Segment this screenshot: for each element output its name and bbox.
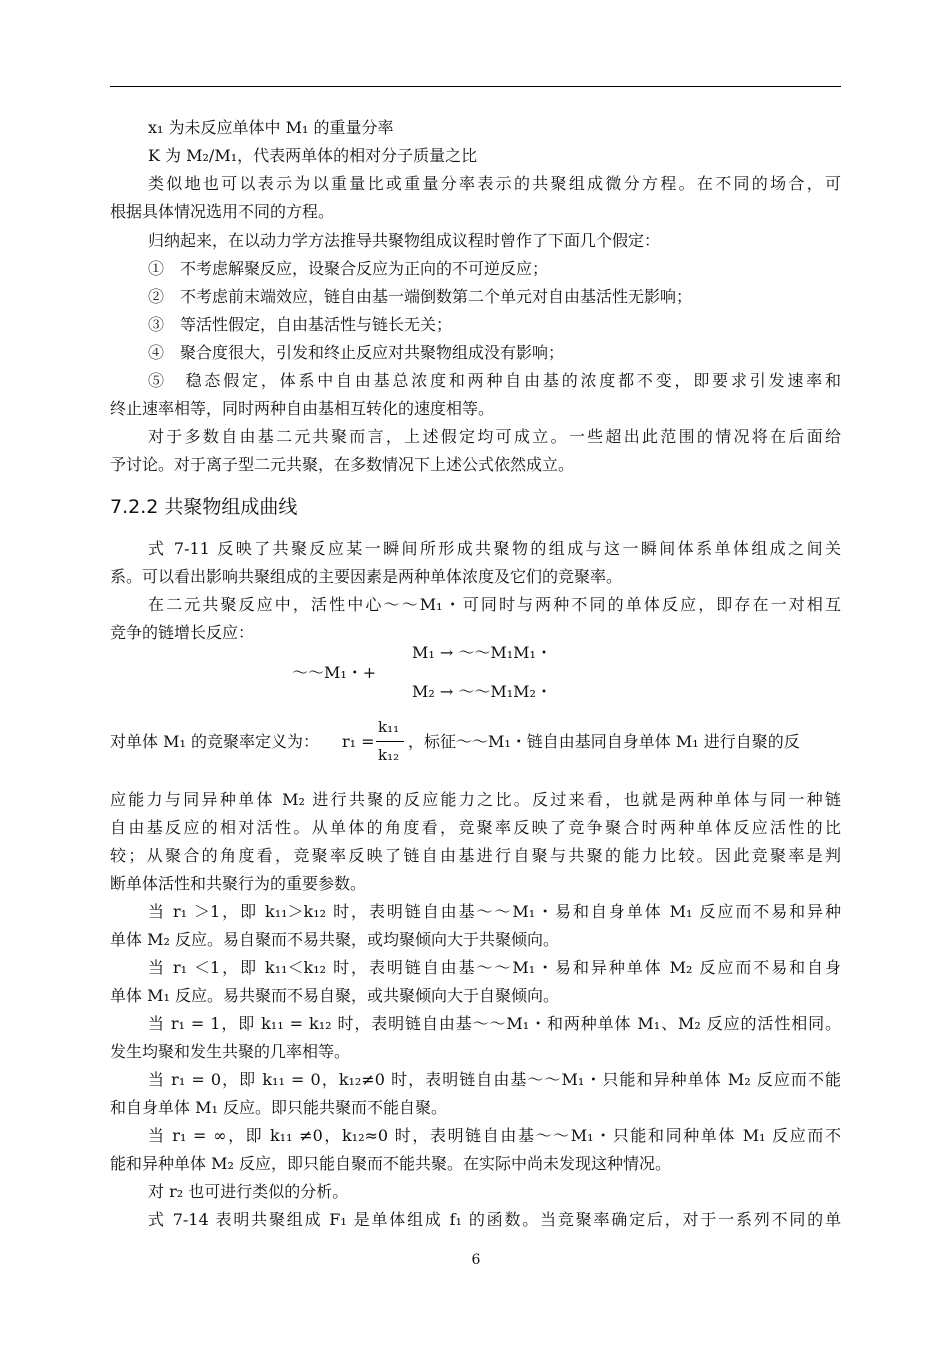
list-item: ② 不考虑前末端效应，链自由基一端倒数第二个单元对自由基活性无影响； xyxy=(148,287,693,306)
list-item: ⑤ 稳态假定，体系中自由基总浓度和两种自由基的浓度都不变，即要求引发速率和 xyxy=(148,371,841,390)
definition-text: ，标征～～M₁・链自由基同自身单体 M₁ 进行自聚的反 xyxy=(408,732,800,751)
definition-lhs: r₁ = xyxy=(342,732,375,751)
text-line: 系。可以看出影响共聚组成的主要因素是两种单体浓度及它们的竞聚率。 xyxy=(110,567,623,586)
text-line: 当 r₁ = 0，即 k₁₁ = 0，k₁₂≠0 时，表明链自由基～～M₁・只能和异种单体 M₂ 反应而不能 xyxy=(148,1070,841,1089)
text-line: 较；从聚合的角度看，竞聚率反映了链自由基进行自聚与共聚的能力比较。因此竞聚率是判 xyxy=(110,846,841,865)
text-line: 当 r₁ = ∞，即 k₁₁ ≠0，k₁₂≈0 时，表明链自由基～～M₁・只能和同种单体 M₁ 反应而不 xyxy=(148,1126,841,1145)
text-line: 归纳起来，在以动力学方法推导共聚物组成议程时曾作了下面几个假定： xyxy=(148,231,661,250)
list-item: ④ 聚合度很大，引发和终止反应对共聚物组成没有影响； xyxy=(148,343,565,362)
text-line: 单体 M₁ 反应。易共聚而不易自聚，或共聚倾向大于自聚倾向。 xyxy=(110,986,559,1005)
text-line: 根据具体情况选用不同的方程。 xyxy=(110,202,335,221)
text-line: 当 r₁ ＞1，即 k₁₁＞k₁₂ 时，表明链自由基～～M₁・易和自身单体 M₁ 反应而不易和异种 xyxy=(148,902,841,921)
reaction-left: ～～M₁・+ xyxy=(292,663,377,682)
list-item: ③ 等活性假定，自由基活性与链长无关； xyxy=(148,315,453,334)
header-rule xyxy=(110,86,841,87)
text-line: 应能力与同异种单体 M₂ 进行共聚的反应能力之比。反过来看，也就是两种单体与同一种链 xyxy=(110,790,841,809)
text-line: 式 7-14 表明共聚组成 F₁ 是单体组成 f₁ 的函数。当竞聚率确定后，对于一系列不同的单 xyxy=(148,1210,841,1229)
text-line: 予讨论。对于离子型二元共聚，在多数情况下上述公式依然成立。 xyxy=(110,455,575,474)
fraction-numerator: k₁₁ xyxy=(378,718,400,736)
fraction-denominator: k₁₂ xyxy=(378,746,400,764)
text-line: 和自身单体 M₁ 反应。即只能共聚而不能自聚。 xyxy=(110,1098,447,1117)
text-line: 自由基反应的相对活性。从单体的角度看，竞聚率反映了竞争聚合时两种单体反应活性的比 xyxy=(110,818,841,837)
text-line: 竞争的链增长反应： xyxy=(110,623,255,642)
section-heading: 7.2.2 共聚物组成曲线 xyxy=(110,496,298,518)
text-line: 单体 M₂ 反应。易自聚而不易共聚，或均聚倾向大于共聚倾向。 xyxy=(110,930,559,949)
fraction-bar xyxy=(376,741,404,742)
text-line: 发生均聚和发生共聚的几率相等。 xyxy=(110,1042,351,1061)
text-line: 当 r₁ = 1，即 k₁₁ = k₁₂ 时，表明链自由基～～M₁・和两种单体 M₁、M₂ 反应的活性相同。 xyxy=(148,1014,841,1033)
list-item: ① 不考虑解聚反应，设聚合反应为正向的不可逆反应； xyxy=(148,259,549,278)
text-line: 断单体活性和共聚行为的重要参数。 xyxy=(110,874,367,893)
text-line: 式 7-11 反映了共聚反应某一瞬间所形成共聚物的组成与这一瞬间体系单体组成之间关 xyxy=(148,539,841,558)
text-line: 当 r₁ ＜1，即 k₁₁＜k₁₂ 时，表明链自由基～～M₁・易和异种单体 M₂ 反应而不易和自身 xyxy=(148,958,841,977)
reaction-top: M₁ → ～～M₁M₁・ xyxy=(412,643,552,662)
definition-text: 对单体 M₁ 的竞聚率定义为： xyxy=(110,732,319,751)
text-line: 在二元共聚反应中，活性中心～～M₁・可同时与两种不同的单体反应，即存在一对相互 xyxy=(148,595,841,614)
text-line: 对于多数自由基二元共聚而言，上述假定均可成立。一些超出此范围的情况将在后面给 xyxy=(148,427,841,446)
text-line: 终止速率相等，同时两种自由基相互转化的速度相等。 xyxy=(110,399,495,418)
text-line: 对 r₂ 也可进行类似的分析。 xyxy=(148,1182,349,1201)
text-line: x₁ 为未反应单体中 M₁ 的重量分率 xyxy=(148,118,394,137)
reaction-bottom: M₂ → ～～M₁M₂・ xyxy=(412,682,552,701)
text-line: 类似地也可以表示为以重量比或重量分率表示的共聚组成微分方程。在不同的场合，可 xyxy=(148,174,841,193)
text-line: K 为 M₂/M₁，代表两单体的相对分子质量之比 xyxy=(148,146,478,165)
text-line: 能和异种单体 M₂ 反应，即只能自聚而不能共聚。在实际中尚未发现这种情况。 xyxy=(110,1154,671,1173)
page-number: 6 xyxy=(471,1252,481,1268)
